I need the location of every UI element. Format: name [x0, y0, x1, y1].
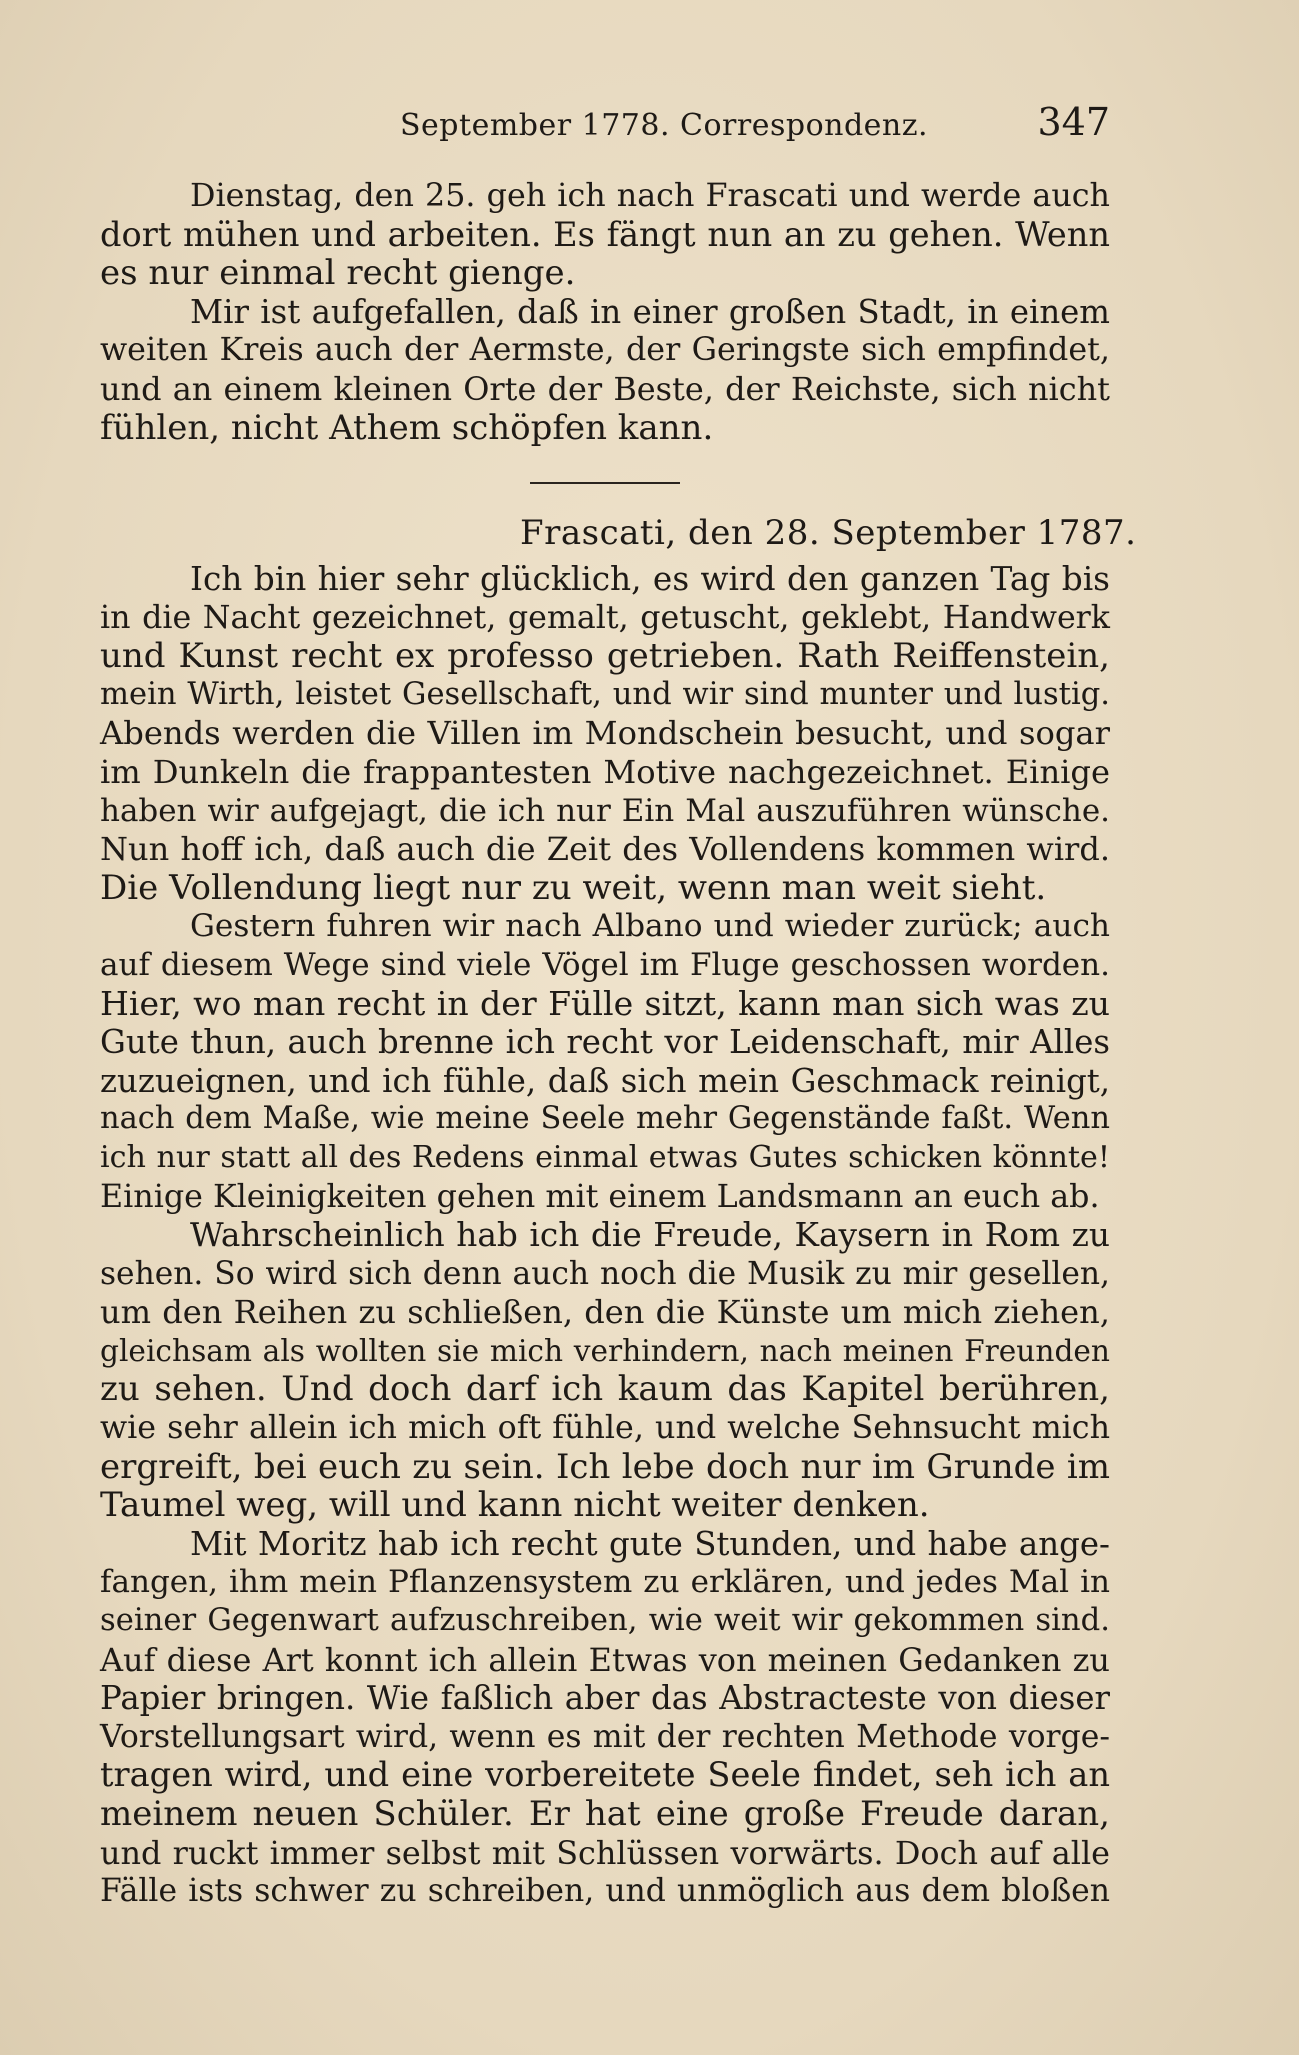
section-divider [530, 482, 680, 484]
text-line: in die Nacht gezeichnet, gemalt, getuscht, geklebt, Handwerk [100, 599, 1110, 636]
running-head [100, 100, 1110, 150]
text-line: wie sehr allein ich mich oft fühle, und welche Sehnsucht mich [100, 1410, 1110, 1447]
letter-entry-rome [100, 177, 1110, 447]
text-line: mein Wirth, leistet Gesellschaft, und wir sind munter und lustig. [100, 676, 1110, 712]
text-line: Die Vollendung liegt nur zu weit, wenn man weit sieht. [100, 867, 1047, 908]
running-title: September 1778. Correspondenz. [400, 108, 929, 143]
page-number: 347 [1037, 100, 1110, 144]
text-line: im Dunkeln die frappantesten Motive nachgezeichnet. Einige [100, 752, 1110, 791]
text-line: Fälle ists schwer zu schreiben, und unmöglich aus dem bloßen [100, 1873, 1110, 1910]
text-line: zuzueignen, und ich fühle, daß sich mein Geschmack reinigt, [100, 1061, 1110, 1100]
text-line: gleichsam als wollten sie mich verhindern, nach meinen Freunden [100, 1333, 1110, 1368]
text-line: sehen. So wird sich denn auch noch die Musik zu mir gesellen, [100, 1255, 1110, 1292]
text-line: fangen, ihm mein Pflanzensystem zu erklären, und jedes Mal in [100, 1564, 1110, 1601]
dateline: Frascati, den 28. September 1787. [520, 513, 1137, 553]
text-line: Abends werden die Villen im Mondschein besucht, und sogar [100, 714, 1110, 753]
text-line: Nun hoff ich, daß auch die Zeit des Vollendens kommen wird. [100, 830, 1110, 869]
text-line: auf diesem Wege sind viele Vögel im Fluge geschossen worden. [100, 946, 1110, 983]
text-line: seiner Gegenwart aufzuschreiben, wie weit wir gekommen sind. [100, 1603, 1110, 1639]
text-line: Mit Moritz hab ich recht gute Stunden, und habe ange- [190, 1524, 1110, 1563]
text-line: Gute thun, auch brenne ich recht vor Leidenschaft, mir Alles [100, 1023, 1110, 1062]
text-line: und ruckt immer selbst mit Schlüssen vorwärts. Doch auf alle [100, 1833, 1110, 1872]
text-line: ich nur statt all des Redens einmal etwas Gutes schicken könnte! [100, 1139, 1110, 1175]
text-line: dort mühen und arbeiten. Es fängt nun an zu gehen. Wenn [100, 214, 1110, 254]
text-line: haben wir aufgejagt, die ich nur Ein Mal auszuführen wünsche. [100, 792, 1110, 829]
text-line: meinem neuen Schüler. Er hat eine große Freude daran, [100, 1794, 1110, 1834]
text-line: es nur einmal recht gienge. [100, 253, 576, 294]
text-line: Dienstag, den 25. geh ich nach Frascati und werde auch [190, 178, 1110, 214]
text-line: Einige Kleinigkeiten gehen mit einem Landsmann an euch ab. [100, 1178, 1100, 1215]
text-line: Mir ist aufgefallen, daß in einer großen Stadt, in einem [190, 292, 1110, 331]
text-line: weiten Kreis auch der Aermste, der Geringste sich empfindet, [100, 332, 1110, 369]
letter-entry-frascati [100, 560, 1110, 1911]
text-line: Gestern fuhren wir nach Albano und wieder zurück; auch [190, 908, 1110, 945]
text-line: Papier bringen. Wie faßlich aber das Abstracteste von dieser [100, 1679, 1110, 1718]
text-line: ergreift, bei euch zu sein. Ich lebe doch nur im Grunde im [100, 1446, 1110, 1487]
text-line: Wahrscheinlich hab ich die Freude, Kaysern in Rom zu [190, 1216, 1110, 1255]
text-line: um den Reihen zu schließen, den die Künste um mich ziehen, [100, 1293, 1110, 1332]
text-line: Auf diese Art konnt ich allein Etwas von meinen Gedanken zu [100, 1640, 1110, 1679]
text-line: Vorstellungsart wird, wenn es mit der rechten Methode vorge- [100, 1718, 1110, 1755]
text-line: zu sehen. Und doch darf ich kaum das Kapitel berühren, [100, 1369, 1110, 1410]
text-line: Taumel weg, will und kann nicht weiter denken. [100, 1485, 930, 1526]
text-line: fühlen, nicht Athem schöpfen kann. [100, 407, 714, 448]
text-line: und an einem kleinen Orte der Beste, der Reichste, sich nicht [100, 369, 1110, 408]
text-line: tragen wird, und eine vorbereitete Seele findet, seh ich an [100, 1755, 1110, 1795]
text-line: und Kunst recht ex professo getrieben. Rath Reiffenstein, [100, 636, 1110, 677]
text-line: Ich bin hier sehr glücklich, es wird den ganzen Tag bis [190, 560, 1110, 598]
text-line: nach dem Maße, wie meine Seele mehr Gegenstände faßt. Wenn [100, 1101, 1110, 1137]
text-line: Hier, wo man recht in der Fülle sitzt, kann man sich was zu [100, 983, 1110, 1023]
